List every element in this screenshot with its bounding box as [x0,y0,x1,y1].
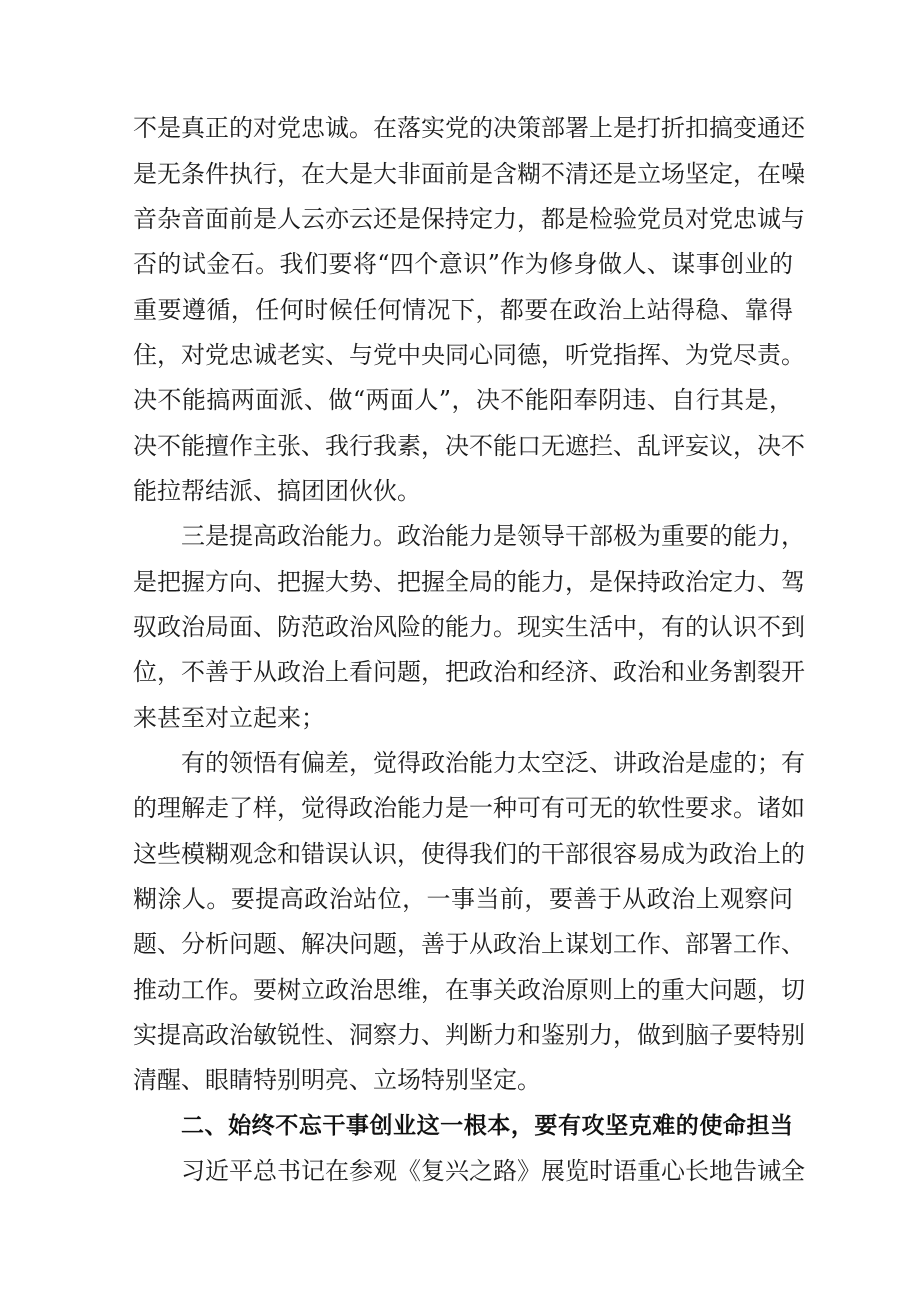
paragraph-1-line-8: 决不能擅作主张、我行我素，决不能口无遮拦、乱评妄议，决不 [133,432,805,460]
paragraph-2-line-5: 来甚至对立起来； [133,704,325,732]
paragraph-3-line-3: 这些模糊观念和错误认识，使得我们的干部很容易成为政治上的 [133,840,805,868]
paragraph-1-line-6: 住，对党忠诚老实、与党中央同心同德，听党指挥、为党尽责。 [133,341,805,369]
paragraph-1-line-3: 音杂音面前是人云亦云还是保持定力，都是检验党员对党忠诚与 [133,205,805,233]
paragraph-1-line-5: 重要遵循，任何时候任何情况下，都要在政治上站得稳、靠得 [133,296,793,324]
paragraph-3-line-5: 题、分析问题、解决问题，善于从政治上谋划工作、部署工作、 [133,930,805,958]
paragraph-1-line-2: 是无条件执行，在大是大非面前是含糊不清还是立场坚定，在噪 [133,160,805,188]
paragraph-2-line-1: 三是提高政治能力。政治能力是领导干部极为重要的能力， [181,522,805,550]
paragraph-3-line-1: 有的领悟有偏差，觉得政治能力太空泛、讲政治是虚的；有 [181,749,805,777]
paragraph-2-line-2: 是把握方向、把握大势、把握全局的能力，是保持政治定力、驾 [133,568,805,596]
section-heading: 二、始终不忘干事创业这一根本，要有攻坚克难的使命担当 [181,1113,793,1139]
paragraph-1-line-4: 否的试金石。我们要将“四个意识”作为修身做人、谋事创业的 [133,250,793,278]
closing-paragraph-line-1: 习近平总书记在参观《复兴之路》展览时语重心长地告诫全 [181,1157,805,1185]
paragraph-1-line-1: 不是真正的对党忠诚。在落实党的决策部署上是打折扣搞变通还 [133,114,805,142]
paragraph-1-line-9: 能拉帮结派、搞团团伙伙。 [133,477,421,505]
paragraph-3-line-4: 糊涂人。要提高政治站位，一事当前，要善于从政治上观察问 [133,885,793,913]
paragraph-3-line-8: 清醒、眼睛特别明亮、立场特别坚定。 [133,1066,541,1094]
paragraph-3-line-6: 推动工作。要树立政治思维，在事关政治原则上的重大问题，切 [133,976,805,1004]
paragraph-3-line-7: 实提高政治敏锐性、洞察力、判断力和鉴别力，做到脑子要特别 [133,1021,805,1049]
paragraph-2-line-4: 位，不善于从政治上看问题，把政治和经济、政治和业务割裂开 [133,658,805,686]
paragraph-1-line-7: 决不能搞两面派、做“两面人”，决不能阳奉阴违、自行其是， [133,386,793,414]
paragraph-2-line-3: 驭政治局面、防范政治风险的能力。现实生活中，有的认识不到 [133,613,805,641]
paragraph-3-line-2: 的理解走了样，觉得政治能力是一种可有可无的软性要求。诸如 [133,794,805,822]
